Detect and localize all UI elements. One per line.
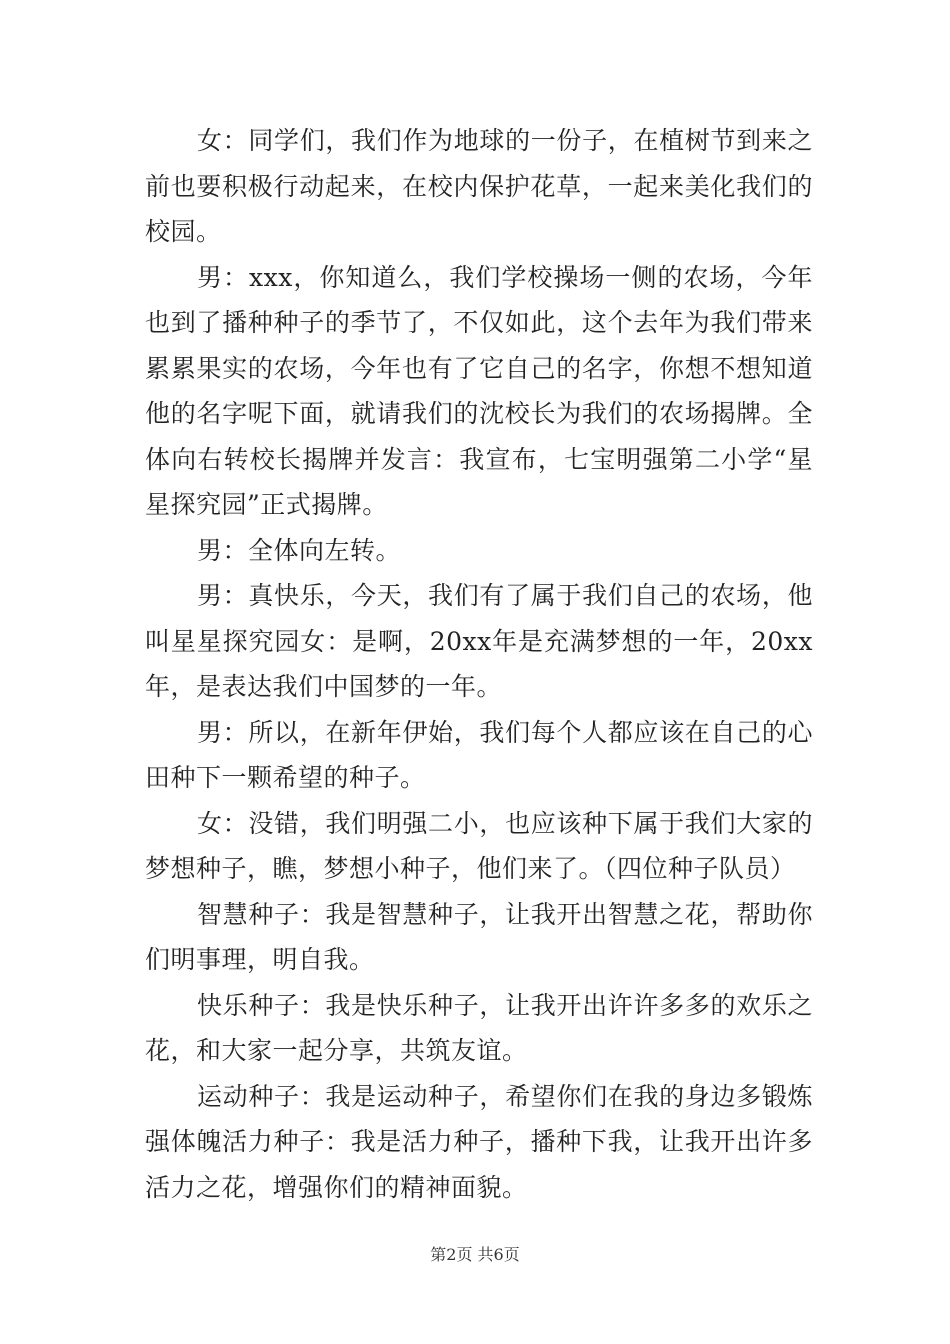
paragraph-6: 女：没错，我们明强二小，也应该种下属于我们大家的梦想种子，瞧，梦想小种子，他们来了。（四位种子队员） bbox=[145, 808, 813, 883]
paragraph-3: 男：全体向左转。 bbox=[197, 535, 402, 565]
paragraph-8: 快乐种子：我是快乐种子，让我开出许许多多的欢乐之花，和大家一起分享，共筑友谊。 bbox=[145, 990, 813, 1065]
paragraph-7: 智慧种子：我是智慧种子，让我开出智慧之花，帮助你们明事理，明自我。 bbox=[145, 899, 813, 974]
paragraph-5: 男：所以，在新年伊始，我们每个人都应该在自己的心田种下一颗希望的种子。 bbox=[145, 717, 813, 792]
paragraph-1: 女：同学们，我们作为地球的一份子，在植树节到来之前也要积极行动起来，在校内保护花草，一起来美化我们的校园。 bbox=[145, 126, 813, 246]
page-footer: 第2页 共6页 bbox=[430, 1245, 520, 1264]
paragraph-9: 运动种子：我是运动种子，希望你们在我的身边多锻炼强体魄活力种子：我是活力种子，播种下我，让我开出许多活力之花，增强你们的精神面貌。 bbox=[145, 1081, 813, 1202]
paragraph-4: 男：真快乐，今天，我们有了属于我们自己的农场，他叫星星探究园女：是啊，20xx年是充满梦想的一年，20xx年，是表达我们中国梦的一年。 bbox=[145, 581, 813, 701]
document-body bbox=[145, 118, 813, 1210]
paragraph-2: 男：xxx，你知道么，我们学校操场一侧的农场，今年也到了播种种子的季节了，不仅如此，这个去年为我们带来累累果实的农场，今年也有了它自己的名字，你想不想知道他的名字呢下面，就请我们的沈校长为我们的农场揭牌。全体向右转校长揭牌并发言：我宣布，七宝明强第二小学“星星探究园”正式揭牌。 bbox=[145, 262, 813, 519]
